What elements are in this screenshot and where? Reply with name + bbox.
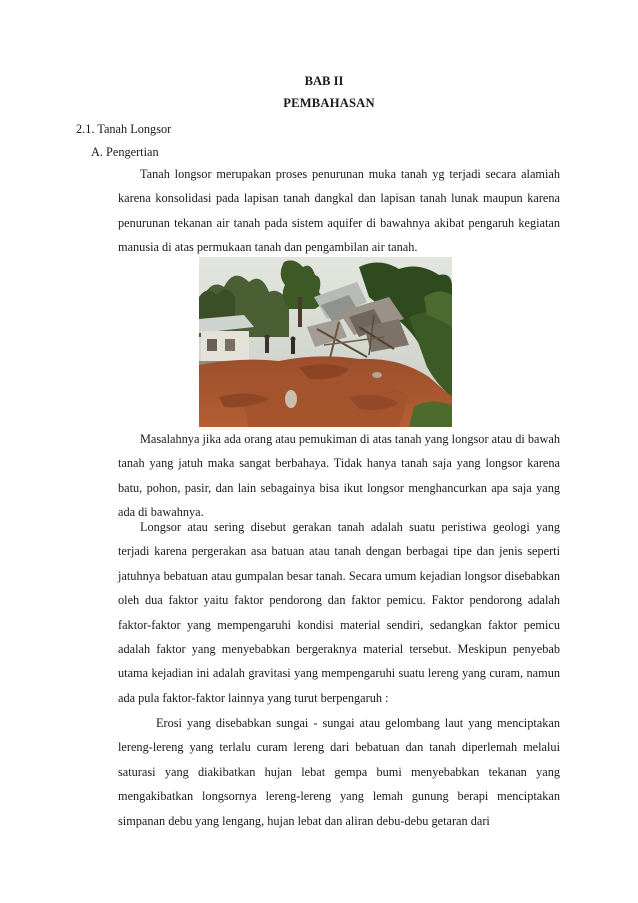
paragraph-definition: Tanah longsor merupakan proses penurunan muka tanah yg terjadi secara alamiah karena konsolidasi pada lapisan tanah dangkal dan lapisan tanah lunak maupun karena penurunan tekanan air tanah pada sistem aquifer di bawahnya akibat pengaruh kegiatan manusia di atas permukaan tanah dan pengambilan air tanah. <box>118 167 560 255</box>
paragraph-causes: Longsor atau sering disebut gerakan tanah adalah suatu peristiwa geologi yang terjadi karena pergerakan asa batuan atau tanah dengan berbagai tipe dan jenis seperti jatuhnya bebatuan atau gumpalan besar tanah. Secara umum kejadian longsor disebabkan oleh dua faktor yaitu faktor pendorong dan faktor pemicu. Faktor pendorong adalah faktor-faktor yang mempengaruhi kondisi material sendiri, sedangkan faktor pemicu adalah faktor yang menyebabkan bergeraknya material tersebut. Meskipun penyebab utama kejadian ini adalah gravitasi yang mempengaruhi suatu lereng yang curam, namun ada pula faktor-faktor lainnya yang turut berpengaruh : <box>118 520 560 705</box>
landslide-photo <box>199 257 452 427</box>
subsection-heading: A. Pengertian <box>91 145 159 159</box>
section-heading: 2.1. Tanah Longsor <box>76 122 172 136</box>
chapter-label: BAB II <box>304 74 344 88</box>
chapter-title: PEMBAHASAN <box>283 96 375 110</box>
landslide-photo-image <box>199 257 452 427</box>
paragraph-erosion: Erosi yang disebabkan sungai - sungai atau gelombang laut yang menciptakan lereng-lereng yang terlalu curam lereng dari bebatuan dan tanah diperlemah melalui saturasi yang diakibatkan hujan lebat gempa bumi menyebabkan tekanan yang mengakibatkan longsornya lereng-lereng yang lemah gunung berapi menciptakan simpanan debu yang lengang, hujan lebat dan aliran debu-debu getaran dari <box>118 716 560 828</box>
paragraph-danger: Masalahnya jika ada orang atau pemukiman di atas tanah yang longsor atau di bawah tanah yang jatuh maka sangat berbahaya. Tidak hanya tanah saja yang longsor karena batu, pohon, pasir, dan lain sebagainya bisa ikut longsor menghancurkan apa saja yang ada di bawahnya. <box>118 432 560 520</box>
